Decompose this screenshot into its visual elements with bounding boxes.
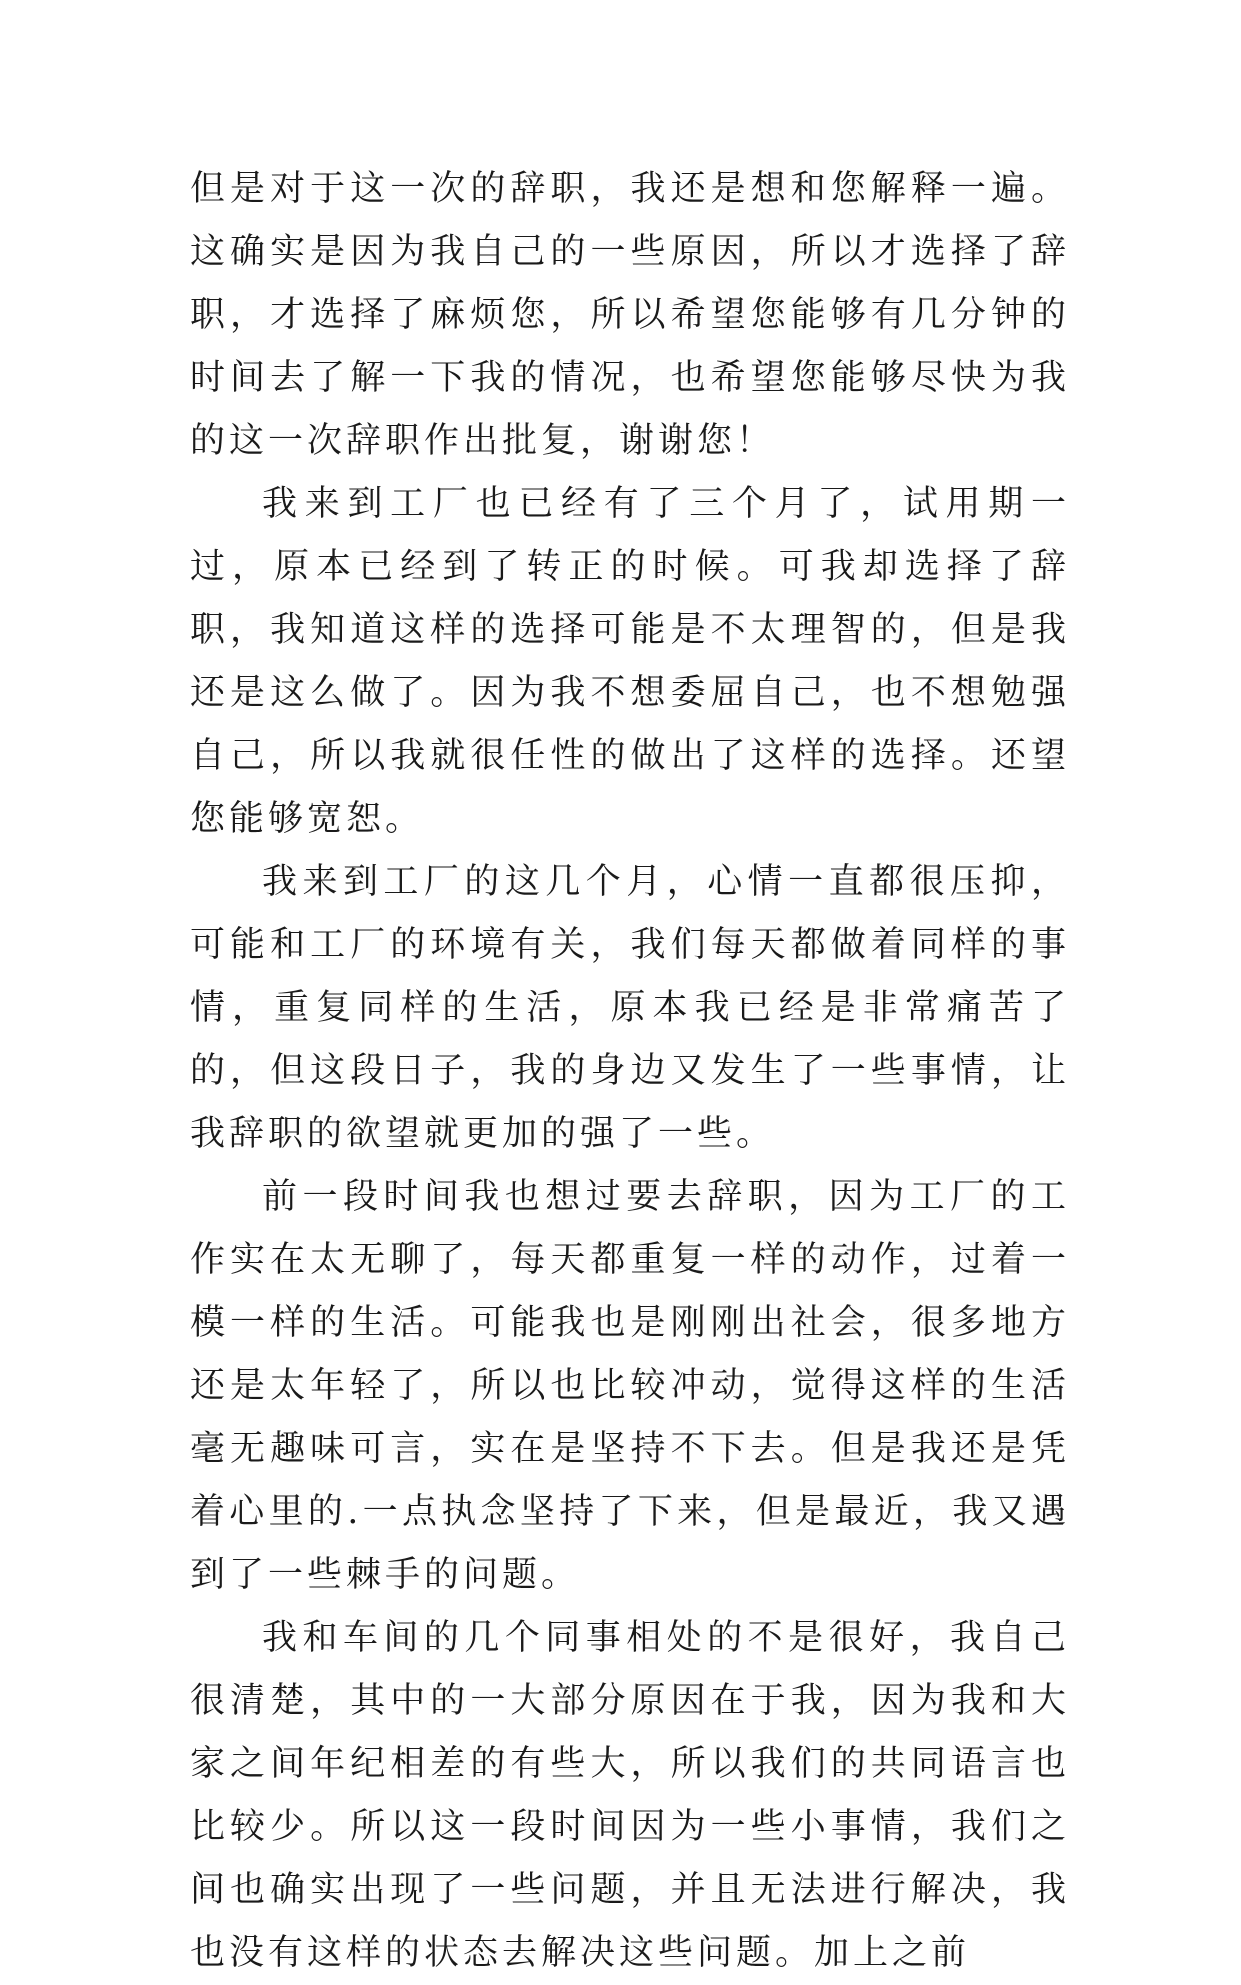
paragraph-2: 我来到工厂也已经有了三个月了，试用期一过，原本已经到了转正的时候。可我却选择了辞职，我知道这样的选择可能是不太理智的，但是我还是这么做了。因为我不想委屈自己，也不想勉强自己，所以我就很任性的做出了这样的选择。还望您能够宽恕。	[190, 484, 1070, 839]
paragraph-3: 我来到工厂的这几个月，心情一直都很压抑，可能和工厂的环境有关，我们每天都做着同样的事情，重复同样的生活，原本我已经是非常痛苦了的，但这段日子，我的身边又发生了一些事情，让我辞职的欲望就更加的强了一些。	[190, 862, 1070, 1154]
paragraph-5: 我和车间的几个同事相处的不是很好，我自己很清楚，其中的一大部分原因在于我，因为我和大家之间年纪相差的有些大，所以我们的共同语言也比较少。所以这一段时间因为一些小事情，我们之间也确实出现了一些问题，并且无法进行解决，我也没有这样的状态去解决这些问题。加上之前	[190, 1618, 1070, 1973]
paragraph-4: 前一段时间我也想过要去辞职，因为工厂的工作实在太无聊了，每天都重复一样的动作，过着一模一样的生活。可能我也是刚刚出社会，很多地方还是太年轻了，所以也比较冲动，觉得这样的生活毫无趣味可言，实在是坚持不下去。但是我还是凭着心里的.一点执念坚持了下来，但是最近，我又遇到了一些棘手的问题。	[190, 1177, 1070, 1595]
document-body	[190, 158, 1070, 1985]
paragraph-1: 但是对于这一次的辞职，我还是想和您解释一遍。这确实是因为我自己的一些原因，所以才选择了辞职，才选择了麻烦您，所以希望您能够有几分钟的时间去了解一下我的情况，也希望您能够尽快为我的这一次辞职作出批复，谢谢您！	[190, 169, 1070, 461]
